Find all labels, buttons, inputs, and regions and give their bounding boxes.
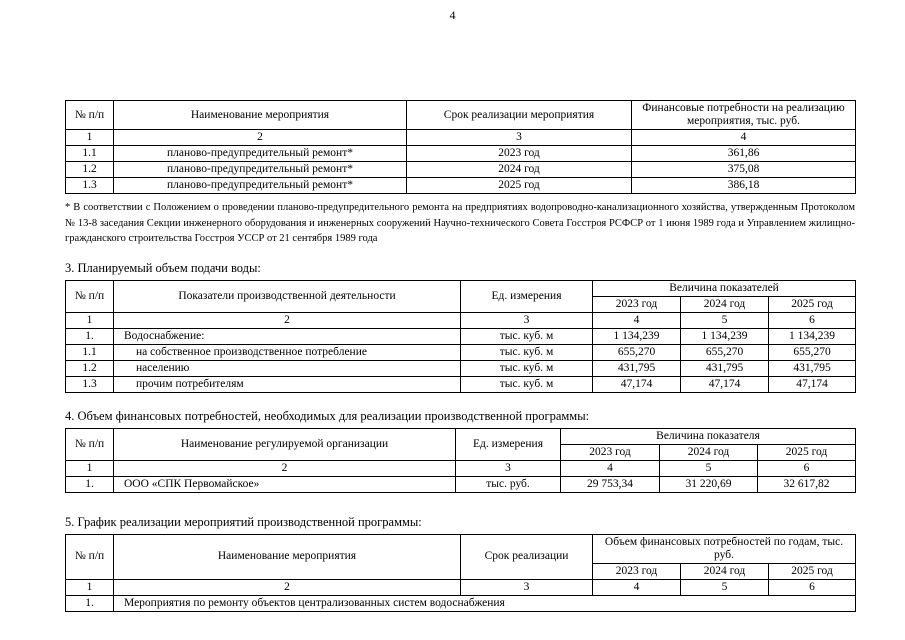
header-cell-finance: Финансовые потребности на реализацию мероприятия, тыс. руб. [632, 101, 856, 130]
header-cell-group: Величина показателя [561, 428, 856, 444]
column-number-cell: 1 [66, 579, 114, 595]
column-number-cell: 3 [461, 579, 593, 595]
table-cell: 431,795 [769, 360, 856, 376]
schedule-table [65, 534, 856, 612]
column-number-row [66, 312, 856, 328]
column-number-cell: 3 [407, 130, 632, 146]
column-number-cell: 6 [758, 460, 856, 476]
table-cell: 31 220,69 [660, 476, 758, 492]
table-header-row [66, 428, 856, 444]
column-number-cell: 2 [114, 460, 456, 476]
column-number-cell: 5 [681, 312, 769, 328]
table-cell: 2024 год [407, 162, 632, 178]
section-5-title: 5. График реализации мероприятий производственной программы: [65, 514, 422, 529]
header-cell-group: Объем финансовых потребностей по годам, тыс. руб. [593, 534, 856, 563]
header-cell-unit: Ед. измерения [456, 428, 561, 460]
table-row [66, 476, 856, 492]
table-cell: тыс. куб. м [461, 360, 593, 376]
header-cell-num: № п/п [66, 428, 114, 460]
table-cell: 47,174 [681, 376, 769, 392]
table-cell: тыс. куб. м [461, 376, 593, 392]
table-cell: населению [114, 360, 461, 376]
table-row [66, 360, 856, 376]
column-number-cell: 4 [632, 130, 856, 146]
table-cell: 361,86 [632, 146, 856, 162]
header-cell-term: Срок реализации [461, 534, 593, 579]
section-3-title: 3. Планируемый объем подачи воды: [65, 260, 261, 275]
column-number-cell: 5 [660, 460, 758, 476]
column-number-cell: 4 [593, 312, 681, 328]
table-cell: 1 134,239 [593, 328, 681, 344]
header-cell-year: 2025 год [758, 444, 856, 460]
table-cell: 1. [66, 476, 114, 492]
header-cell-unit: Ед. измерения [461, 280, 593, 312]
table-cell: 655,270 [593, 344, 681, 360]
column-number-cell: 1 [66, 460, 114, 476]
table-cell: 386,18 [632, 178, 856, 194]
table-cell: 1.1 [66, 344, 114, 360]
page-content [65, 100, 855, 612]
table-cell: 431,795 [593, 360, 681, 376]
header-cell-name: Наименование регулируемой организации [114, 428, 456, 460]
table-cell: 1 134,239 [681, 328, 769, 344]
table-cell: 1. [66, 328, 114, 344]
column-number-cell: 4 [593, 579, 681, 595]
table-cell: 1.2 [66, 360, 114, 376]
header-cell-num: № п/п [66, 101, 114, 130]
header-cell-year: 2024 год [681, 296, 769, 312]
header-cell-name: Показатели производственной деятельности [114, 280, 461, 312]
header-cell-term: Срок реализации мероприятия [407, 101, 632, 130]
table-row [66, 344, 856, 360]
column-number-cell: 1 [66, 312, 114, 328]
table-cell: 655,270 [769, 344, 856, 360]
water-supply-table [65, 280, 856, 393]
column-number-cell: 5 [681, 579, 769, 595]
table-cell: 1.3 [66, 178, 114, 194]
table-cell: планово-предупредительный ремонт* [114, 146, 407, 162]
column-number-cell: 3 [456, 460, 561, 476]
table-cell: 47,174 [593, 376, 681, 392]
header-cell-year: 2024 год [681, 563, 769, 579]
column-number-cell: 4 [561, 460, 660, 476]
maintenance-cost-table [65, 100, 856, 194]
table-cell: 1 134,239 [769, 328, 856, 344]
table-cell: 1.1 [66, 146, 114, 162]
table-cell: планово-предупредительный ремонт* [114, 162, 407, 178]
column-number-row [66, 130, 856, 146]
column-number-cell: 2 [114, 579, 461, 595]
column-number-cell: 6 [769, 579, 856, 595]
section-4-title: 4. Объем финансовых потребностей, необходимых для реализации производственной программы: [65, 408, 590, 423]
column-number-cell: 2 [114, 312, 461, 328]
table-cell: 431,795 [681, 360, 769, 376]
header-cell-year: 2024 год [660, 444, 758, 460]
table-cell: Мероприятия по ремонту объектов централизованных систем водоснабжения [114, 595, 856, 611]
page-number: 4 [449, 8, 456, 22]
table-cell: 29 753,34 [561, 476, 660, 492]
header-cell-year: 2023 год [593, 563, 681, 579]
header-cell-name: Наименование мероприятия [114, 101, 407, 130]
table-cell: тыс. куб. м [461, 328, 593, 344]
table-header-row [66, 280, 856, 296]
header-cell-name: Наименование мероприятия [114, 534, 461, 579]
table-row [66, 376, 856, 392]
footnote-text: * В соответствии с Положением о проведении планово-предупредительного ремонта на предприятиях водопроводно-канализационного хозяйства, утвержденным Протоколом № 13-8 заседания Секции инженерного оборудования и инженерных сооружений Научно-технического Совета Госстроя РСФСР от 1 июня 1989 года и Управлением жилищно-гражданского строительства Госстроя УССР от 21 сентября 1989 года [65, 202, 855, 244]
table-cell: 2025 год [407, 178, 632, 194]
table-cell: 655,270 [681, 344, 769, 360]
table-row [66, 328, 856, 344]
table-row [66, 146, 856, 162]
column-number-cell: 1 [66, 130, 114, 146]
header-cell-num: № п/п [66, 534, 114, 579]
table-row [66, 595, 856, 611]
table-cell: 47,174 [769, 376, 856, 392]
table-cell: 1.2 [66, 162, 114, 178]
table-cell: 32 617,82 [758, 476, 856, 492]
header-cell-num: № п/п [66, 280, 114, 312]
column-number-cell: 6 [769, 312, 856, 328]
header-cell-year: 2025 год [769, 563, 856, 579]
table-header-row [66, 534, 856, 563]
table-cell: ООО «СПК Первомайское» [114, 476, 456, 492]
table-header-row [66, 101, 856, 130]
table-cell: планово-предупредительный ремонт* [114, 178, 407, 194]
table-cell: прочим потребителям [114, 376, 461, 392]
table-cell: Водоснабжение: [114, 328, 461, 344]
column-number-cell: 3 [461, 312, 593, 328]
table-row [66, 162, 856, 178]
table-row [66, 178, 856, 194]
column-number-cell: 2 [114, 130, 407, 146]
table-cell: тыс. руб. [456, 476, 561, 492]
header-cell-year: 2023 год [561, 444, 660, 460]
header-cell-group: Величина показателей [593, 280, 856, 296]
table-cell: 1. [66, 595, 114, 611]
table-cell: на собственное производственное потребление [114, 344, 461, 360]
table-cell: 1.3 [66, 376, 114, 392]
table-cell: 375,08 [632, 162, 856, 178]
table-cell: тыс. куб. м [461, 344, 593, 360]
financial-needs-table [65, 428, 856, 493]
column-number-row [66, 579, 856, 595]
table-cell: 2023 год [407, 146, 632, 162]
column-number-row [66, 460, 856, 476]
header-cell-year: 2023 год [593, 296, 681, 312]
header-cell-year: 2025 год [769, 296, 856, 312]
